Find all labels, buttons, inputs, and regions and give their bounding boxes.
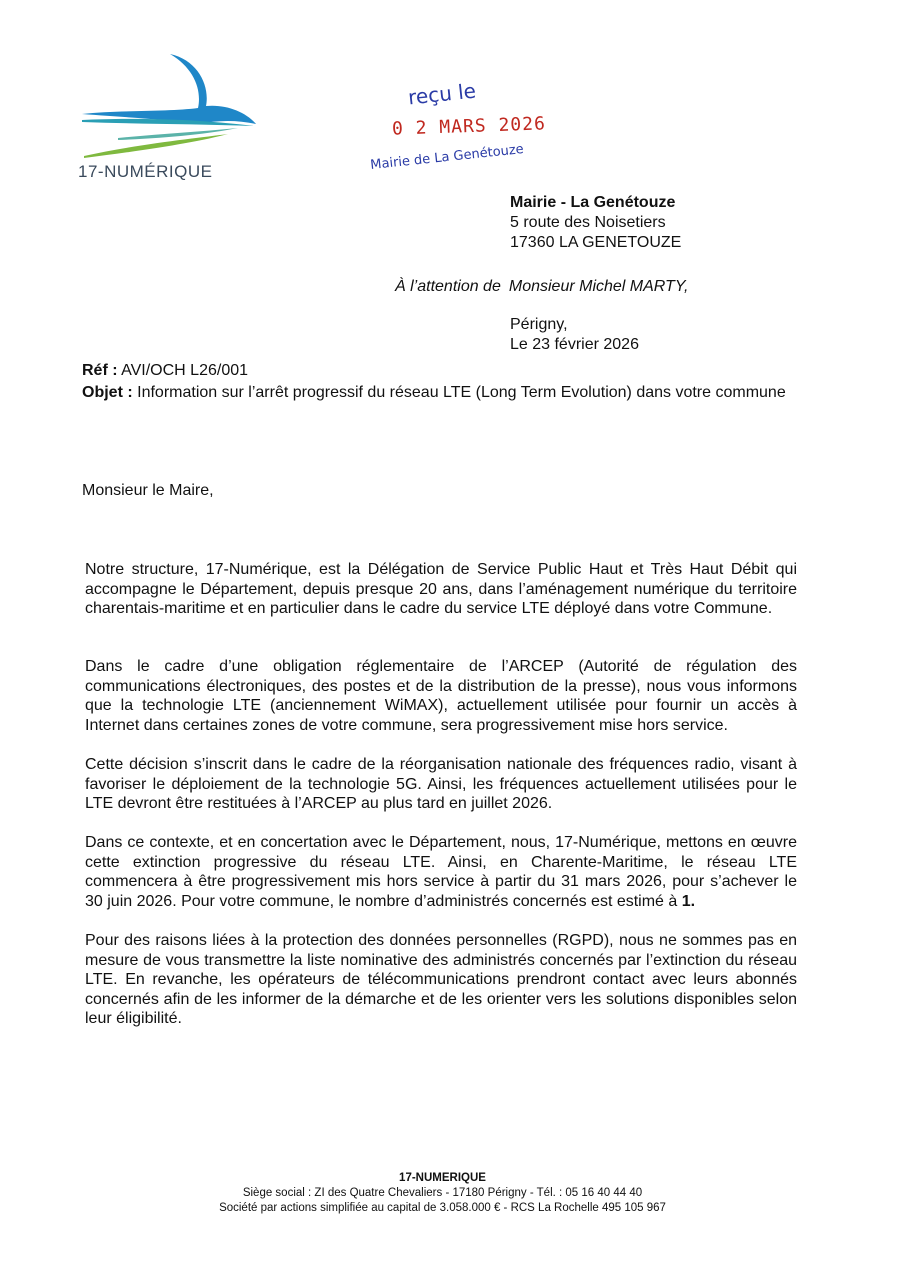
recipient-street: 5 route des Noisetiers xyxy=(510,214,666,231)
received-stamp-mairie: Mairie de La Genétouze xyxy=(369,141,525,174)
body-paragraph-intro: Notre structure, 17-Numérique, est la Délégation de Service Public Haut et Très Haut Débit qui accompagne le Département, depuis presque 20 ans, dans l’aménagement numérique du territoire charentais-maritime et en particulier dans le cadre du service LTE déployé dans votre Commune. xyxy=(85,561,797,617)
received-stamp-label: reçu le xyxy=(406,78,478,110)
schedule-text: Dans ce contexte, et en concertation avec le Département, nous, 17-Numérique, mettons en œuvre cette extinction progressive du réseau LTE. Ainsi, en Charente-Maritime, le réseau LTE commencera à être progressivement mis hors service à partir du 31 mars 2026, pour s’achever le 30 juin 2026. Pour votre commune, le nombre d’administrés concernés est estimé à xyxy=(85,834,797,910)
object-value: Information sur l’arrêt progressif du réseau LTE (Long Term Evolution) dans votre commune xyxy=(137,384,786,401)
body-paragraph-5g: Cette décision s’inscrit dans le cadre de la réorganisation nationale des fréquences radio, visant à favoriser le déploiement de la technologie 5G. Ainsi, les fréquences actuellement utilisées pour le LTE devront être restituées à l’ARCEP au plus tard en juillet 2026. xyxy=(85,756,797,812)
footer-address: Siège social : ZI des Quatre Chevaliers - 17180 Périgny - Tél. : 05 16 40 44 40 xyxy=(242,1187,643,1199)
received-stamp-date: 0 2 MARS 2026 xyxy=(391,113,547,140)
letter-date: Le 23 février 2026 xyxy=(510,336,639,353)
attention-line xyxy=(395,278,696,296)
letter-footer xyxy=(0,1171,885,1216)
letter-place: Périgny, xyxy=(510,316,568,333)
logo-swoosh-teal xyxy=(118,128,238,140)
reference-line xyxy=(82,362,248,380)
footer-company: 17-NUMERIQUE xyxy=(399,1172,486,1184)
body-paragraph-arcep: Dans le cadre d’une obligation réglementaire de l’ARCEP (Autorité de régulation des communications électroniques, des postes et de la distribution de la presse), nous vous informons que la technologie LTE (anciennement WiMAX), actuellement utilisée pour fournir un accès à Internet dans certaines zones de votre commune, sera progressivement mise hors service. xyxy=(85,658,797,734)
body-paragraph-schedule xyxy=(85,833,797,911)
body-paragraph-rgpd: Pour des raisons liées à la protection des données personnelles (RGPD), nous ne sommes pas en mesure de vous transmettre la liste nominative des administrés concernés par l’extinction du réseau LTE. En revanche, les opérateurs de télécommunications prendront contact avec leurs abonnés concernés afin de les informer de la démarche et de les orienter vers les solutions disponibles selon leur éligibilité. xyxy=(85,932,797,1027)
object-label: Objet : xyxy=(82,384,133,401)
object-line xyxy=(82,383,792,402)
logo-bird-wing xyxy=(82,54,256,124)
affected-count: 1 xyxy=(681,892,691,910)
affected-count-period: . xyxy=(690,892,696,910)
attention-label: À l’attention de xyxy=(395,278,501,295)
attention-person: Monsieur Michel MARTY, xyxy=(508,278,689,295)
salutation: Monsieur le Maire, xyxy=(82,482,214,499)
reference-value: AVI/OCH L26/001 xyxy=(121,362,249,379)
reference-label: Réf : xyxy=(82,362,118,379)
logo-wordmark: 17-NUMÉRIQUE xyxy=(78,162,213,181)
recipient-name: Mairie - La Genétouze xyxy=(510,194,676,211)
footer-legal: Société par actions simplifiée au capital de 3.058.000 € - RCS La Rochelle 495 105 967 xyxy=(219,1202,666,1214)
recipient-city: 17360 LA GENETOUZE xyxy=(510,234,682,251)
